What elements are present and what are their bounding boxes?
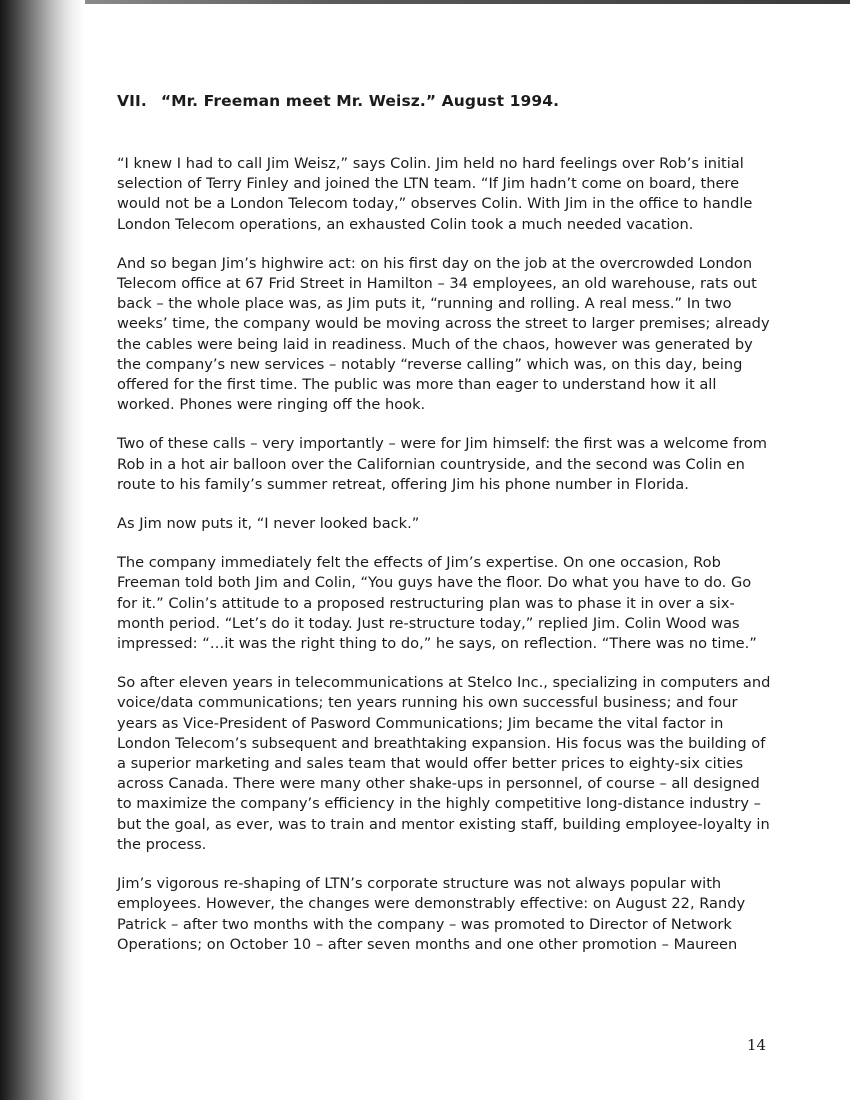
chapter-title: “Mr. Freeman meet Mr. Weisz.” August 1994. [160, 92, 560, 110]
chapter-heading [117, 92, 772, 110]
page-number: 14 [747, 1036, 767, 1054]
paragraph-call-jim-weisz: “I knew I had to call Jim Weisz,” says Colin. Jim held no hard feelings over Rob’s initial selection of Terry Finley and joined the LTN team. “If Jim hadn’t come on board, there would not be a London Telecom today,” observes Colin. With Jim in the office to handle London Telecom operations, an exhausted Colin took a much needed vacation. [117, 155, 753, 233]
paragraph-two-calls: Two of these calls – very importantly – were for Jim himself: the first was a welcome from Rob in a hot air balloon over the Californian countryside, and the second was Colin en route to his family’s summer retreat, offering Jim his phone number in Florida. [117, 435, 768, 493]
paragraph-career-summary: So after eleven years in telecommunications at Stelco Inc., specializing in computers and voice/data communications; ten years running his own successful business; and four years as Vice-President of Pasword Communications; Jim became the vital factor in London Telecom’s subsequent and breathtaking expansion. His focus was the building of a superior marketing and sales team that would offer better prices to eighty-six cities across Canada. There were many other shake-ups in personnel, of course – all designed to maximize the company’s efficiency in the highly competitive long-distance industry – but the goal, as ever, was to train and mentor existing staff, building employee-loyalty in the process. [117, 674, 771, 853]
scan-top-border [0, 0, 850, 4]
paragraph-restructuring: Jim’s vigorous re-shaping of LTN’s corporate structure was not always popular with employees. However, the changes were demonstrably effective: on August 22, Randy Patrick – after two months with the company – was promoted to Director of Network Operations; on October 10 – after seven months and one other promotion – Maureen [117, 875, 746, 953]
document-page [117, 92, 772, 974]
paragraph-jims-expertise: The company immediately felt the effects of Jim’s expertise. On one occasion, Rob Freeman told both Jim and Colin, “You guys have the floor. Do what you have to do. Go for it.” Colin’s attitude to a proposed restructuring plan was to phase it in over a six-month period. “Let’s do it today. Just re-structure today,” replied Jim. Colin Wood was impressed: “…it was the right thing to do,” he says, on reflection. “There was no time.” [117, 554, 757, 653]
paragraph-highwire-act: And so began Jim’s highwire act: on his first day on the job at the overcrowded London Telecom office at 67 Frid Street in Hamilton – 34 employees, an old warehouse, rats out back – the whole place was, as Jim puts it, “running and rolling. A real mess.” In two weeks’ time, the company would be moving across the street to larger premises; already the cables were being laid in readiness. Much of the chaos, however was generated by the company’s new services – notably “reverse calling” which was, on this day, being offered for the first time. The public was more than eager to understand how it all worked. Phones were ringing off the hook. [117, 254, 770, 414]
book-binding-shadow [0, 0, 85, 1100]
paragraph-never-looked-back: As Jim now puts it, “I never looked back.” [117, 515, 420, 533]
chapter-number: VII. [117, 92, 147, 110]
